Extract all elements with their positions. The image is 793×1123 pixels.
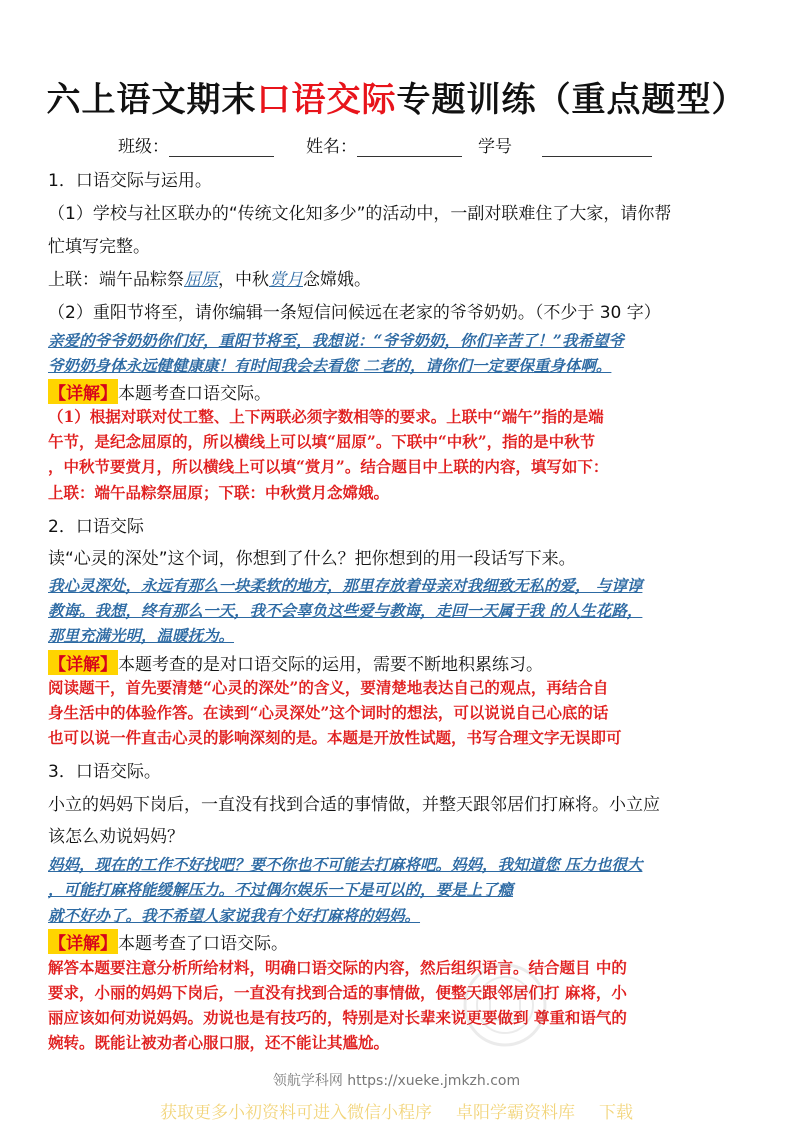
q1-part2: （2）重阳节将至，请你编辑一条短信问候远在老家的爷爷奶奶。（不少于 30 字） xyxy=(48,303,661,323)
q3-explanation-line4: 婉转。既能让被劝者心服口服，还不能让其尴尬。 xyxy=(48,1033,390,1052)
q2-explanation-line3: 也可以说一件直击心灵的影响深刻的是。本题是开放性试题，书写合理文字无误即可 xyxy=(48,728,622,747)
q2-prompt: 读“心灵的深处”这个词，你想到了什么？把你想到的用一段话写下来。 xyxy=(48,549,576,569)
title-highlight: 口语交际 xyxy=(256,80,397,120)
q2-explanation-tag: 【详解】 xyxy=(48,650,118,675)
q2-answer-line1: 我心灵深处，永远有那么一块柔软的地方，那里存放着母亲对我细致无私的爱， 与谆谆 xyxy=(48,576,643,595)
q1-explanation-line1: （1）根据对联对仗工整、上下两联必须字数相等的要求。上联中“端午”指的是端 xyxy=(48,407,604,426)
q1-answer-line1: 亲爱的爷爷奶奶你们好，重阳节将至，我想说：“爷爷奶奶，你们辛苦了！”我希望爷 xyxy=(48,331,624,350)
name-label: 姓名： xyxy=(306,137,357,157)
footer-promo xyxy=(0,1098,793,1123)
q3-answer-line3: 就不好办了。我不希望人家说我有个好打麻将的妈妈。 xyxy=(48,906,421,925)
q3-explanation-line2: 要求，小丽的妈妈下岗后，一直没有找到合适的事情做，便整天跟邻居们打 麻将，小 xyxy=(48,983,627,1002)
name-blank xyxy=(357,138,462,157)
q3-answer-line2: ，可能打麻将能缓解压力。不过偶尔娱乐一下是可以的，要是上了瘾 xyxy=(48,880,514,899)
couplet-fill-2: 赏月 xyxy=(269,270,303,290)
watermark-seal-icon xyxy=(460,960,550,1050)
q3-answer-line1: 妈妈，现在的工作不好找吧？要不你也不可能去打麻将吧。妈妈，我知道您 压力也很大 xyxy=(48,855,643,874)
q1-answer-line2: 爷奶奶身体永远健健康康！有时间我会去看您 二老的，请你们一定要保重身体啊。 xyxy=(48,356,612,375)
q2-explanation-line2: 身生活中的体验作答。在读到“心灵深处”这个词时的想法，可以说说自己心底的话 xyxy=(48,703,609,722)
q1-explanation-line3: ，中秋节要赏月，所以横线上可以填“赏月”。结合题目中上联的内容，填写如下： xyxy=(48,457,609,476)
q3-heading: 3．口语交际。 xyxy=(48,762,161,782)
q1-heading: 1．口语交际与运用。 xyxy=(48,171,212,191)
q1-part1-line2: 忙填写完整。 xyxy=(48,237,150,257)
class-blank xyxy=(169,138,274,157)
q1-explanation-tag-row xyxy=(48,379,271,404)
number-blank xyxy=(542,138,652,157)
q3-prompt-line2: 该怎么劝说妈妈？ xyxy=(48,827,184,847)
q3-prompt-line1: 小立的妈妈下岗后，一直没有找到合适的事情做，并整天跟邻居们打麻将。小立应 xyxy=(48,795,660,815)
q2-answer-line3: 那里充满光明，温暖抚为。 xyxy=(48,626,235,645)
q1-explanation-line2: 午节，是纪念屈原的，所以横线上可以填“屈原”。下联中“中秋”，指的是中秋节 xyxy=(48,432,596,451)
footer-promo-a: 获取更多小初资料可进入微信小程序 xyxy=(160,1103,432,1123)
couplet-text-c: 念嫦娥。 xyxy=(303,270,371,290)
q2-explanation-line1: 阅读题干，首先要清楚“心灵的深处”的含义，要清楚地表达自己的观点，再结合自 xyxy=(48,678,609,697)
footer-promo-b: 卓阳学霸资料库 xyxy=(456,1103,575,1123)
q2-explanation-summary: 本题考查的是对口语交际的运用，需要不断地积累练习。 xyxy=(118,655,543,675)
page-title xyxy=(0,72,793,121)
class-label: 班级： xyxy=(118,137,169,157)
couplet-fill-1: 屈原 xyxy=(184,270,218,290)
q1-explanation-tag: 【详解】 xyxy=(48,379,118,404)
q3-explanation-line3: 丽应该如何劝说妈妈。劝说也是有技巧的，特别是对长辈来说更要做到 尊重和语气的 xyxy=(48,1008,627,1027)
name-field xyxy=(306,132,462,157)
footer-promo-c: 下载 xyxy=(599,1103,633,1123)
q1-part1-line1: （1）学校与社区联办的“传统文化知多少”的活动中，一副对联难住了大家，请你帮 xyxy=(48,204,672,224)
number-field xyxy=(478,132,652,157)
q3-explanation-tag: 【详解】 xyxy=(48,929,118,954)
q3-explanation-line1: 解答本题要注意分析所给材料，明确口语交际的内容，然后组织语言。结合题目 中的 xyxy=(48,958,627,977)
q1-explanation-summary: 本题考查口语交际。 xyxy=(118,384,271,404)
q1-explanation-line4: 上联：端午品粽祭屈原；下联：中秋赏月念嫦娥。 xyxy=(48,483,390,502)
q3-explanation-summary: 本题考查了口语交际。 xyxy=(118,934,288,954)
title-prefix: 六上语文期末 xyxy=(46,80,257,120)
couplet-text-a: 上联：端午品粽祭 xyxy=(48,270,184,290)
q2-answer-line2: 教诲。我想，终有那么一天，我不会辜负这些爱与教诲，走回一天属于我 的人生花路， xyxy=(48,601,643,620)
q2-explanation-tag-row xyxy=(48,650,543,675)
number-label: 学号 xyxy=(478,137,512,157)
class-field xyxy=(118,132,274,157)
q2-heading: 2．口语交际 xyxy=(48,517,144,537)
couplet-text-b: ，中秋 xyxy=(218,270,269,290)
footer-site: 领航学科网 https://xueke.jmkzh.com xyxy=(272,1073,521,1089)
q3-explanation-tag-row xyxy=(48,929,288,954)
q1-couplet xyxy=(48,265,371,290)
title-suffix: 专题训练（重点题型） xyxy=(396,80,747,120)
